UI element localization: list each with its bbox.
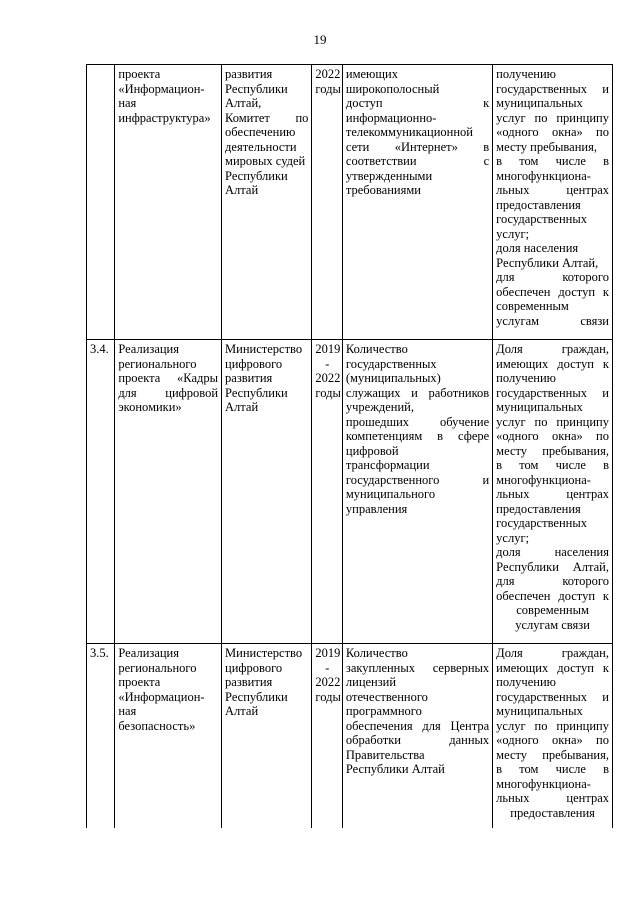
- cell-text-line: получению: [496, 675, 556, 689]
- cell-text-line: обработки данных: [345, 733, 490, 747]
- cell-text-line: услуг;: [496, 530, 530, 545]
- cell-text-line: получению: [496, 67, 556, 81]
- cell-text-line: услугам связи: [496, 313, 609, 328]
- indicator-cell: [342, 65, 492, 340]
- cell-text-line: компетенциям в сфере: [345, 429, 490, 443]
- page-number: 19: [313, 32, 327, 47]
- cell-text-line: лицензий: [345, 675, 397, 689]
- cell-text-line: предоставления: [496, 501, 581, 516]
- cell-text-line: имеющих: [345, 67, 398, 81]
- cell-text-line: регионального: [118, 356, 197, 371]
- cell-text-line: доля населения: [496, 545, 609, 559]
- cell-text-line: цифрового: [225, 660, 283, 675]
- cell-text-line: Республики Алтай,: [496, 559, 609, 574]
- table-row: [87, 340, 613, 644]
- cell-text-line: в том числе в: [496, 458, 609, 472]
- cell-text-line: программного: [345, 704, 422, 718]
- cell-text-line: проекта: [118, 67, 161, 81]
- cell-text-line: месту пребывания,: [496, 747, 609, 762]
- cell-text-line: в том числе в: [496, 762, 609, 776]
- cell-text-line: цифровой: [345, 443, 399, 458]
- cell-text-line: учреждений,: [345, 400, 414, 414]
- cell-text-line: услугам связи: [515, 617, 590, 632]
- cell-text-line: государственных и: [496, 385, 609, 400]
- cell-text-line: годы: [315, 385, 341, 400]
- cell-text-line: Алтай,: [225, 96, 262, 110]
- cell-text-line: Доля граждан,: [496, 342, 609, 356]
- cell-text-line: безопасность»: [118, 718, 196, 733]
- cell-text-line: для которого: [496, 574, 609, 588]
- cell-text-line: развития: [225, 67, 273, 81]
- indicator-cell: [342, 340, 492, 644]
- cell-text-line: современным: [496, 299, 569, 313]
- cell-text-line: получению: [496, 371, 556, 385]
- cell-text-line: проекта «Кадры: [118, 371, 219, 385]
- result-cell: [493, 644, 613, 829]
- cell-text-line: 2019: [315, 342, 341, 356]
- cell-text-line: доступ к: [345, 96, 490, 110]
- cell-text-line: муниципальных: [496, 704, 583, 718]
- result-cell: [493, 65, 613, 340]
- cell-text-line: обеспечения для Центра: [345, 718, 490, 733]
- cell-text-line: Республики: [225, 385, 288, 400]
- cell-text-line: «одного окна» по: [496, 733, 609, 747]
- cell-text-line: государственных и: [496, 81, 609, 96]
- cell-text-line: многофункциона-: [496, 776, 591, 791]
- cell-text-line: Министерство: [225, 342, 303, 356]
- cell-text-line: 2022: [315, 67, 341, 81]
- cell-text-line: Алтай: [225, 400, 259, 414]
- cell-text-line: государственных: [496, 516, 587, 530]
- cell-text-line: развития: [225, 371, 273, 385]
- cell-text-line: сети «Интернет» в: [345, 139, 490, 154]
- cell-text-line: Количество: [345, 342, 408, 356]
- years-cell: [312, 65, 342, 340]
- row-number: 3.4.: [90, 342, 109, 356]
- cell-text-line: муниципального: [345, 487, 436, 501]
- cell-text-line: Республики: [225, 168, 288, 183]
- cell-text-line: цифрового: [225, 356, 283, 371]
- cell-text-line: -: [325, 356, 330, 371]
- cell-text-line: управления: [345, 501, 408, 516]
- row-number-cell: [87, 644, 115, 829]
- project-name-cell: [115, 644, 222, 829]
- cell-text-line: Республики: [225, 689, 288, 704]
- cell-text-line: Доля граждан,: [496, 646, 609, 660]
- cell-text-line: в том числе в: [496, 154, 609, 168]
- cell-text-line: для которого: [496, 270, 609, 284]
- cell-text-line: ная: [118, 704, 137, 718]
- cell-text-line: 2022: [315, 675, 341, 689]
- cell-text-line: мировых судей: [225, 154, 306, 168]
- cell-text-line: ная: [118, 96, 137, 110]
- cell-text-line: регионального: [118, 660, 197, 675]
- cell-text-line: обеспечен доступ к: [496, 588, 609, 603]
- cell-text-line: широкополосный: [345, 81, 440, 96]
- cell-text-line: Количество: [345, 646, 408, 660]
- cell-text-line: государственных и: [496, 689, 609, 704]
- cell-text-line: льных центрах: [496, 487, 609, 501]
- cell-text-line: информационно-: [345, 110, 437, 125]
- cell-text-line: Министерство: [225, 646, 303, 660]
- cell-text-line: многофункциона-: [496, 472, 591, 487]
- executor-cell: [222, 340, 312, 644]
- cell-text-line: предоставления: [496, 197, 581, 212]
- cell-text-line: имеющих доступ к: [496, 356, 609, 371]
- cell-text-line: многофункциона-: [496, 168, 591, 183]
- years-cell: [312, 340, 342, 644]
- row-number-cell: [87, 65, 115, 340]
- cell-text-line: развития: [225, 675, 273, 689]
- cell-text-line: отечественного: [345, 689, 428, 704]
- cell-text-line: трансформации: [345, 458, 430, 472]
- cell-text-line: государственного и: [345, 472, 490, 487]
- cell-text-line: соответствии с: [345, 154, 490, 168]
- cell-text-line: государственных: [496, 212, 587, 226]
- cell-text-line: Реализация: [118, 342, 179, 356]
- cell-text-line: 2022: [315, 371, 341, 385]
- row-number-cell: [87, 340, 115, 644]
- cell-text-line: Республики Алтай,: [496, 255, 599, 270]
- program-table: [86, 64, 613, 828]
- cell-text-line: «одного окна» по: [496, 429, 609, 443]
- cell-text-line: закупленных серверных: [345, 660, 490, 675]
- cell-text-line: обеспечен доступ к: [496, 284, 609, 299]
- result-cell: [493, 340, 613, 644]
- executor-cell: [222, 644, 312, 829]
- cell-text-line: Республики: [225, 81, 288, 96]
- years-cell: [312, 644, 342, 829]
- cell-text-line: услуг;: [496, 226, 530, 241]
- cell-text-line: деятельности: [225, 139, 297, 154]
- cell-text-line: услуг по принципу: [496, 718, 609, 733]
- cell-text-line: «одного окна» по: [496, 125, 609, 139]
- cell-text-line: месту пребывания,: [496, 139, 597, 154]
- cell-text-line: 2019: [315, 646, 341, 660]
- indicator-cell: [342, 644, 492, 829]
- cell-text-line: муниципальных: [496, 96, 583, 110]
- project-name-cell: [115, 65, 222, 340]
- cell-text-line: Правительства: [345, 747, 425, 762]
- cell-text-line: государственных: [345, 356, 437, 371]
- cell-text-line: инфраструктура»: [118, 110, 211, 125]
- cell-text-line: муниципальных: [496, 400, 583, 414]
- cell-text-line: обеспечению: [225, 125, 296, 139]
- cell-text-line: Республики Алтай: [345, 762, 445, 776]
- cell-text-line: Комитет по: [225, 110, 309, 125]
- cell-text-line: предоставления: [510, 805, 595, 820]
- cell-text-line: годы: [315, 689, 341, 704]
- cell-text-line: Алтай: [225, 183, 259, 197]
- cell-text-line: проекта: [118, 675, 161, 689]
- cell-text-line: экономики»: [118, 400, 182, 414]
- table-row: [87, 65, 613, 340]
- cell-text-line: служащих и работников: [345, 385, 490, 400]
- cell-text-line: «Информацион-: [118, 689, 205, 704]
- cell-text-line: для цифровой: [118, 385, 219, 400]
- cell-text-line: льных центрах: [496, 791, 609, 805]
- cell-text-line: имеющих доступ к: [496, 660, 609, 675]
- cell-text-line: требованиями: [345, 183, 421, 197]
- cell-text-line: услуг по принципу: [496, 110, 609, 125]
- row-number: 3.5.: [90, 646, 109, 660]
- cell-text-line: месту пребывания,: [496, 443, 609, 458]
- cell-text-line: прошедших обучение: [345, 414, 490, 429]
- cell-text-line: льных центрах: [496, 183, 609, 197]
- cell-text-line: утвержденными: [345, 168, 433, 183]
- cell-text-line: Реализация: [118, 646, 179, 660]
- cell-text-line: современным: [516, 603, 589, 617]
- cell-text-line: -: [325, 660, 330, 675]
- cell-text-line: Алтай: [225, 704, 259, 718]
- cell-text-line: услуг по принципу: [496, 414, 609, 429]
- executor-cell: [222, 65, 312, 340]
- cell-text-line: (муниципальных): [345, 371, 441, 385]
- cell-text-line: телекоммуникационной: [345, 125, 473, 139]
- cell-text-line: «Информацион-: [118, 81, 205, 96]
- table-row: [87, 644, 613, 829]
- cell-text-line: доля населения: [496, 241, 579, 255]
- cell-text-line: годы: [315, 81, 341, 96]
- project-name-cell: [115, 340, 222, 644]
